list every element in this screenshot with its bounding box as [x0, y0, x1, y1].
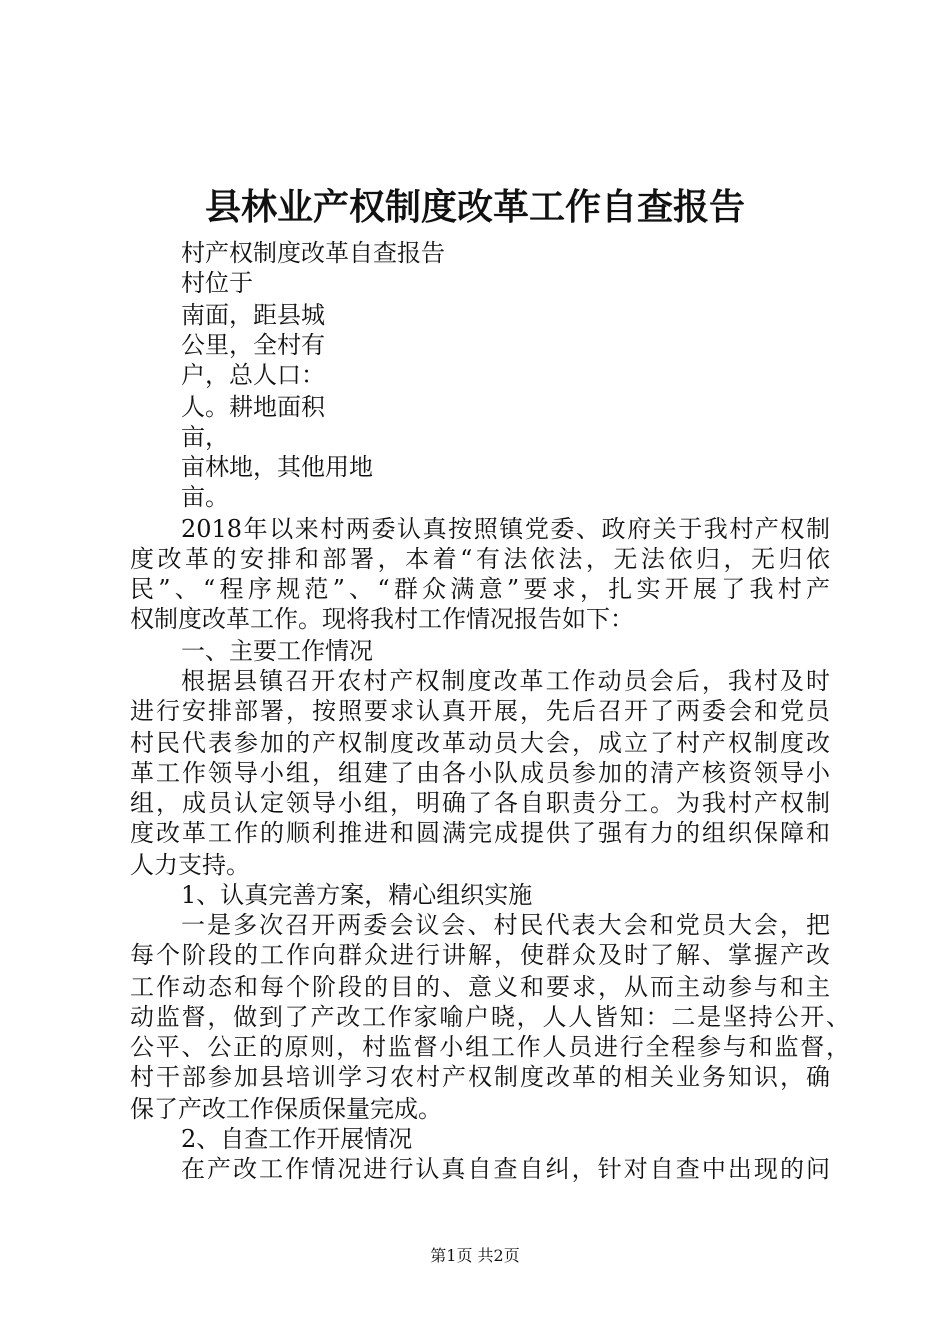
doc-line: 进行安排部署，按照要求认真开展，先后召开了两委会和党员	[130, 697, 830, 725]
doc-line: 每个阶段的工作向群众进行讲解，使群众及时了解、掌握产改	[130, 941, 830, 969]
doc-line: 户，总人口：	[181, 361, 325, 389]
doc-line: 村位于	[181, 269, 253, 297]
doc-line: 村干部参加县培训学习农村产权制度改革的相关业务知识，确	[130, 1063, 830, 1091]
page-footer: 第1页 共2页	[430, 1246, 520, 1265]
doc-line: 人。耕地面积	[181, 393, 325, 421]
doc-line: 度改革工作的顺利推进和圆满完成提供了强有力的组织保障和	[130, 819, 830, 847]
doc-line: 南面，距县城	[181, 301, 325, 329]
doc-line: 在产改工作情况进行认真自查自纠，针对自查中出现的问	[181, 1155, 830, 1183]
doc-line: 革工作领导小组，组建了由各小队成员参加的清产核资领导小	[130, 759, 830, 787]
doc-line: 度改革的安排和部署，本着“有法依法，无法依归，无归依	[130, 545, 830, 573]
doc-line: 公平、公正的原则，村监督小组工作人员进行全程参与和监督，	[130, 1033, 850, 1061]
doc-line: 公里，全村有	[181, 331, 325, 359]
doc-line: 保了产改工作保质保量完成。	[130, 1095, 442, 1123]
doc-line: 亩，	[181, 423, 229, 451]
document-title: 县林业产权制度改革工作自查报告	[204, 187, 745, 228]
doc-line: 亩。	[181, 483, 229, 511]
doc-line: 根据县镇召开农村产权制度改革工作动员会后，我村及时	[181, 667, 830, 695]
doc-line: 亩林地，其他用地	[181, 453, 373, 481]
doc-line: 权制度改革工作。现将我村工作情况报告如下：	[130, 605, 634, 633]
doc-line: 村民代表参加的产权制度改革动员大会，成立了村产权制度改	[130, 729, 830, 757]
doc-line: 2018年以来村两委认真按照镇党委、政府关于我村产权制	[181, 515, 830, 543]
section-heading: 1、认真完善方案，精心组织实施	[181, 881, 533, 909]
doc-line: 工作动态和每个阶段的目的、意义和要求，从而主动参与和主	[130, 973, 830, 1001]
doc-line: 村产权制度改革自查报告	[181, 239, 445, 267]
doc-line: 动监督，做到了产改工作家喻户晓，人人皆知：二是坚持公开、	[130, 1003, 850, 1031]
doc-line: 人力支持。	[130, 851, 250, 879]
section-heading: 一、主要工作情况	[181, 637, 373, 665]
doc-line: 组，成员认定领导小组，明确了各自职责分工。为我村产权制	[130, 789, 830, 817]
section-heading: 2、自查工作开展情况	[181, 1125, 413, 1153]
doc-line: 民”、“程序规范”、“群众满意”要求，扎实开展了我村产	[130, 575, 830, 603]
doc-line: 一是多次召开两委会议会、村民代表大会和党员大会，把	[181, 911, 830, 939]
